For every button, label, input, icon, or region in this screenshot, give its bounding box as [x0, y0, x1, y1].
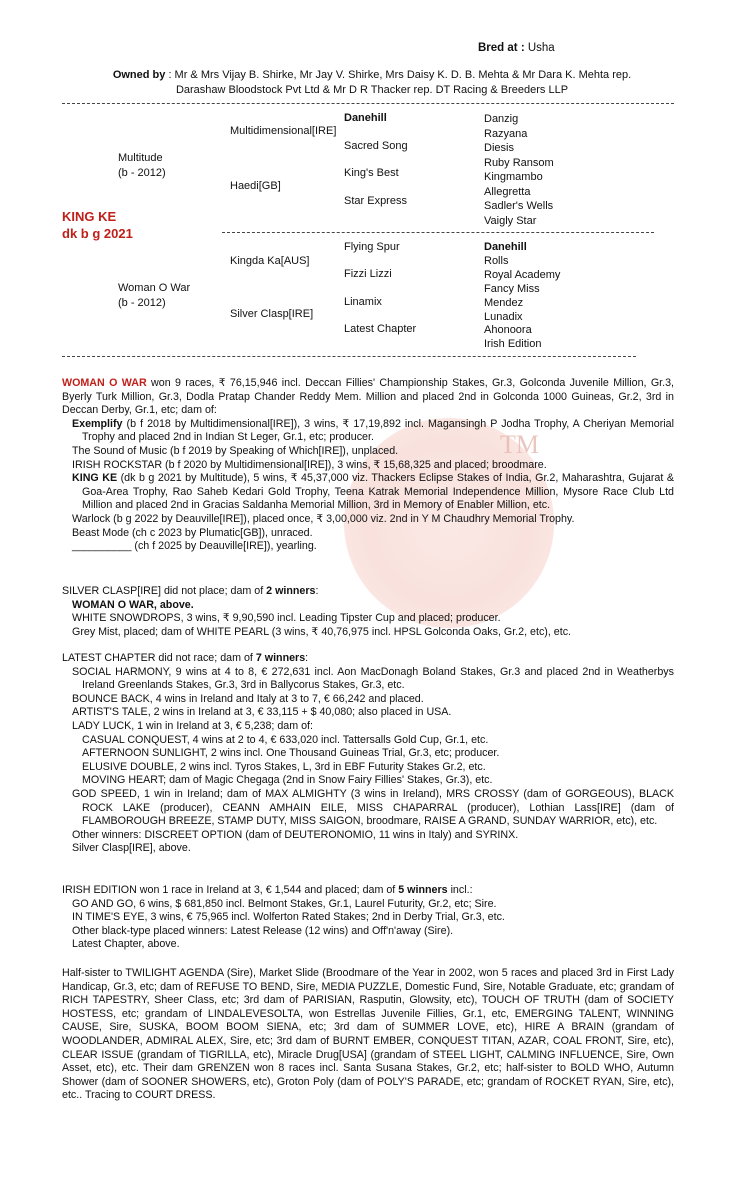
- dam-intro: won 9 races, ₹ 76,15,946 incl. Deccan Fillies' Championship Stakes, Gr.3, Golconda Juvenile Million, Gr.3, Byerly Turk Million, Gr.3, Dodla Pratap Chander Reddy Mem. Million and placed 2nd in Golconda 1000 Guineas, Gr.2, 3rd in Deccan Derby, Gr.1, etc; dam of:: [62, 377, 674, 417]
- dam-summary: [62, 377, 674, 418]
- family-paragraph: Half-sister to TWILIGHT AGENDA (Sire), Market Slide (Broodmare of the Year in 2002, won 5 races and placed 3rd in First Lady Handicap, Gr.3, etc; dam of REFUSE TO BEND, Sire, MEDIA PUZZLE, Domestic Fund, Sire, Notable Graduate, etc; grandam of RICH TAPESTRY, Sheer Class, etc; 3rd dam of PARISIAN, Rasputin, Glowsity, etc), TOUCH OF TRUTH (dam of SOCIETY HOSTESS, etc; grandam of LINDALEVESOLTA, won Estrellas Juvenile Fillies, Gr.1, etc, EMERGING TALENT, WINNING CAUSE, Sire, SUSKA, BOOM BOOM SIENA, etc; 3rd dam of SUMMER LOVE, etc), HIRE A BRAIN (grandam of WOODLANDER, ADMIRAL ALEX, Sire, etc; 3rd dam of BURNT EMBER, CONQUEST TITAN, AZAR, COAL FRONT, Sire, etc), CLEAR ISSUE (grandam of TIGRILLA, etc), Miracle Drug[USA] (grandam of STEEL LIGHT, CALMING INFLUENCE, Sire, Own Asset, etc), etc. Their dam GRENZEN won 8 races incl. Santa Susana Stakes, Gr.2, etc; half-sister to BOLD WHO, Autumn Shower (dam of SOONER SHOWERS, etc), Groton Poly (dam of POLY'S PARADE, etc; grandam of ROCKET RYAN, Sire, etc), etc.. Tracing to COURT DRESS.: [62, 967, 674, 1102]
- progeny-sound-of-music: The Sound of Music (b f 2019 by Speaking of Which[IRE]), unplaced.: [72, 444, 399, 457]
- divider-top: [62, 103, 674, 104]
- g4-13: Mendez: [484, 296, 524, 309]
- second-dam-progeny-3: Grey Mist, placed; dam of WHITE PEARL (3 wins, ₹ 40,76,975 incl. HPSL Golconda Oaks, Gr.2, etc), etc.: [72, 625, 572, 638]
- fourth-dam-other-winners: Other black-type placed winners: Latest Release (12 wins) and Off'n'away (Sire).: [72, 924, 454, 937]
- third-dam-progeny-2: BOUNCE BACK, 4 wins in Ireland and Italy at 3 to 7, € 66,242 and placed.: [72, 692, 424, 705]
- fourth-dam-progeny-3: Latest Chapter, above.: [72, 938, 180, 951]
- progeny-king-ke-name: KING KE: [72, 472, 118, 485]
- third-dam-summary: LATEST CHAPTER did not race; dam of 7 winners:: [62, 652, 309, 664]
- sire-sire: Multidimensional[IRE]: [230, 125, 337, 137]
- progeny-exemplify: [62, 418, 674, 445]
- divider-bottom: [62, 356, 636, 357]
- g4-6: Allegretta: [484, 185, 531, 198]
- progeny-exemplify-name: Exemplify: [72, 417, 123, 430]
- owned-by-label: Owned by: [112, 69, 166, 81]
- section-dam: [62, 377, 674, 554]
- bred-at-value: Usha: [527, 42, 555, 54]
- g3-2: Sacred Song: [344, 140, 408, 152]
- g4-8: Vaigly Star: [484, 214, 537, 227]
- owned-by: [92, 68, 652, 98]
- section-second-dam: [62, 585, 674, 639]
- second-dam-progeny-2: WHITE SNOWDROPS, 3 wins, ₹ 9,90,590 incl. Leading Tipster Cup and placed; producer.: [72, 612, 501, 625]
- progeny-irish-rockstar: IRISH ROCKSTAR (b f 2020 by Multidimensional[IRE]), 3 wins, ₹ 15,68,325 and placed; broodmare.: [72, 458, 547, 471]
- g4-7: Sadler's Wells: [484, 200, 554, 212]
- g3-7: Linamix: [344, 296, 382, 308]
- fourth-dam-progeny-1: GO AND GO, 6 wins, $ 681,850 incl. Belmont Stakes, Gr.1, Laurel Futurity, Gr.2, etc; Sire.: [72, 897, 497, 910]
- g4-3: Diesis: [484, 142, 514, 154]
- g4-15: Ahonoora: [484, 324, 532, 337]
- third-dam-intro: LATEST CHAPTER did not race; dam of: [62, 652, 253, 664]
- dam-sire: Kingda Ka[AUS]: [230, 255, 310, 267]
- third-dam-other-winners: Other winners: DISCREET OPTION (dam of DEUTERONOMIO, 11 wins in Italy) and SYRINX.: [72, 828, 519, 841]
- g4-1: Danzig: [484, 113, 519, 125]
- progeny-king-ke: [62, 472, 674, 513]
- owned-by-value: : Mr & Mrs Vijay B. Shirke, Mr Jay V. Shirke, Mrs Daisy K. D. B. Mehta & Mr Dara K. Mehta rep. Darashaw Bloodstock Pvt Ltd & Mr D R Thacker rep. DT Racing & Breeders LLP: [168, 69, 632, 96]
- fourth-dam-incl: incl.:: [450, 884, 473, 896]
- third-dam-winners: 7 winners: [255, 652, 306, 664]
- horse-title: [62, 208, 133, 242]
- watermark-tm: TM: [500, 430, 539, 459]
- fourth-dam-winners: 5 winners: [398, 884, 448, 896]
- section-fourth-dam: [62, 884, 674, 952]
- second-dam-winners: 2 winners: [266, 585, 316, 597]
- third-dam-progeny-1: SOCIAL HARMONY, 9 wins at 4 to 8, € 272,631 incl. Aon MacDonagh Boland Stakes, Gr.3 and placed 2nd in Weatherbys Ireland Greenlands Stakes, Gr.3, 3rd in Ballycorus Stakes, Gr.3, etc.: [72, 665, 674, 692]
- g3-3: King's Best: [344, 167, 399, 179]
- g4-12: Fancy Miss: [484, 282, 540, 295]
- third-dam-grandprogeny-4: MOVING HEART; dam of Magic Chegaga (2nd in Snow Fairy Fillies' Stakes, Gr.3), etc.: [82, 774, 493, 787]
- divider-pedigree: [222, 232, 654, 233]
- dam-dam: Silver Clasp[IRE]: [230, 308, 314, 320]
- g4-top: [484, 112, 554, 228]
- fourth-dam-intro: IRISH EDITION won 1 race in Ireland at 3, € 1,544 and placed; dam of: [62, 884, 396, 896]
- g3-5: Flying Spur: [344, 241, 400, 253]
- g3-1: Danehill: [344, 112, 387, 124]
- fourth-dam-summary: [62, 884, 674, 898]
- third-dam-grandprogeny-2: AFTERNOON SUNLIGHT, 2 wins incl. One Thousand Guineas Trial, Gr.3, etc; producer.: [82, 747, 500, 760]
- third-dam-grandprogeny-3: ELUSIVE DOUBLE, 2 wins incl. Tyros Stakes, L, 3rd in EBF Futurity Stakes Gr.2, etc.: [82, 760, 486, 773]
- g4-9: Danehill: [484, 241, 527, 253]
- g4-2: Razyana: [484, 127, 528, 140]
- third-dam-progeny-3: ARTIST'S TALE, 2 wins in Ireland at 3, € 33,115 + $ 40,080; also placed in USA.: [72, 706, 452, 719]
- g4-4: Ruby Ransom: [484, 156, 554, 169]
- progeny-unnamed: __________ (ch f 2025 by Deauville[IRE]), yearling.: [72, 540, 317, 553]
- dam-name: Woman O War: [118, 282, 191, 294]
- progeny-beast-mode: Beast Mode (ch c 2023 by Plumatic[GB]), unraced.: [72, 526, 313, 539]
- third-dam-grandprogeny-1: CASUAL CONQUEST, 4 wins at 2 to 4, € 633,020 incl. Tattersalls Gold Cup, Gr.1, etc.: [82, 733, 489, 746]
- dam-block: [118, 281, 190, 311]
- third-dam-progeny-6: Silver Clasp[IRE], above.: [72, 842, 191, 855]
- progeny-king-ke-text: (dk b g 2021 by Multitude), 5 wins, ₹ 45,37,000 viz. Thackers Eclipse Stakes of India, Gr.2, Maharashtra, Gujarat & Goa-Area Trophy, Rao Saheb Kedari Gold Trophy, Teena Katrak Memorial Independence Million, Mysore Race Club Ltd Million and placed 2nd in Gracias Saldanha Memorial Million, 3rd in Memory of Enabler Million, etc.: [82, 472, 674, 512]
- second-dam-progeny-1: WOMAN O WAR, above.: [72, 598, 194, 611]
- sire-block: [118, 151, 166, 181]
- horse-desc: dk b g 2021: [62, 226, 133, 241]
- g4-16: Irish Edition: [484, 338, 542, 351]
- g3-8: Latest Chapter: [344, 323, 417, 335]
- dam-title: WOMAN O WAR: [62, 377, 147, 389]
- sire-dam: Haedi[GB]: [230, 180, 281, 192]
- g3-4: Star Express: [344, 195, 407, 207]
- progeny-warlock: Warlock (b g 2022 by Deauville[IRE]), placed once, ₹ 3,00,000 viz. 2nd in Y M Chaudhry Memorial Trophy.: [72, 512, 575, 525]
- sire-name: Multitude: [118, 152, 163, 164]
- bred-at: [478, 42, 555, 54]
- section-family: [62, 967, 674, 1103]
- g4-14: Lunadix: [484, 310, 523, 323]
- g4-5: Kingmambo: [484, 171, 543, 183]
- dam-desc: (b - 2012): [118, 297, 166, 309]
- section-third-dam: [62, 652, 674, 856]
- g4-bottom: [484, 241, 560, 352]
- second-dam-summary: SILVER CLASP[IRE] did not place; dam of 2 winners:: [62, 585, 319, 597]
- sire-desc: (b - 2012): [118, 167, 166, 179]
- third-dam-progeny-5: GOD SPEED, 1 win in Ireland; dam of MAX ALMIGHTY (3 wins in Ireland), MRS CROSSY (dam of GORGEOUS), BLACK ROCK LAKE (producer), CEANN AMHAIN EILE, MISS CHAPARRAL (producer), Lothian Lass[IRE] (dam of FLAMBOROUGH BREEZE, STAMP DUTY, MISS SAIGON, broodmare, RAISE A GRAND, SUNDAY WARRIOR, etc), etc.: [72, 787, 674, 828]
- bred-at-label: Bred at :: [478, 42, 525, 54]
- g3-6: Fizzi Lizzi: [344, 268, 392, 280]
- g4-11: Royal Academy: [484, 268, 561, 281]
- progeny-exemplify-text: (b f 2018 by Multidimensional[IRE]), 3 wins, ₹ 17,19,892 incl. Magansingh P Jodha Trophy, A Cheriyan Memorial Trophy and placed 2nd in Indian St Leger, Gr.1, etc; producer.: [82, 417, 674, 444]
- g4-10: Rolls: [484, 254, 509, 267]
- third-dam-progeny-4: LADY LUCK, 1 win in Ireland at 3, € 5,238; dam of:: [72, 719, 314, 732]
- fourth-dam-progeny-2: IN TIME'S EYE, 3 wins, € 75,965 incl. Wolferton Rated Stakes; 2nd in Derby Trial, Gr.3, etc.: [72, 911, 505, 924]
- second-dam-intro: SILVER CLASP[IRE] did not place; dam of: [62, 585, 264, 597]
- horse-name: KING KE: [62, 209, 117, 224]
